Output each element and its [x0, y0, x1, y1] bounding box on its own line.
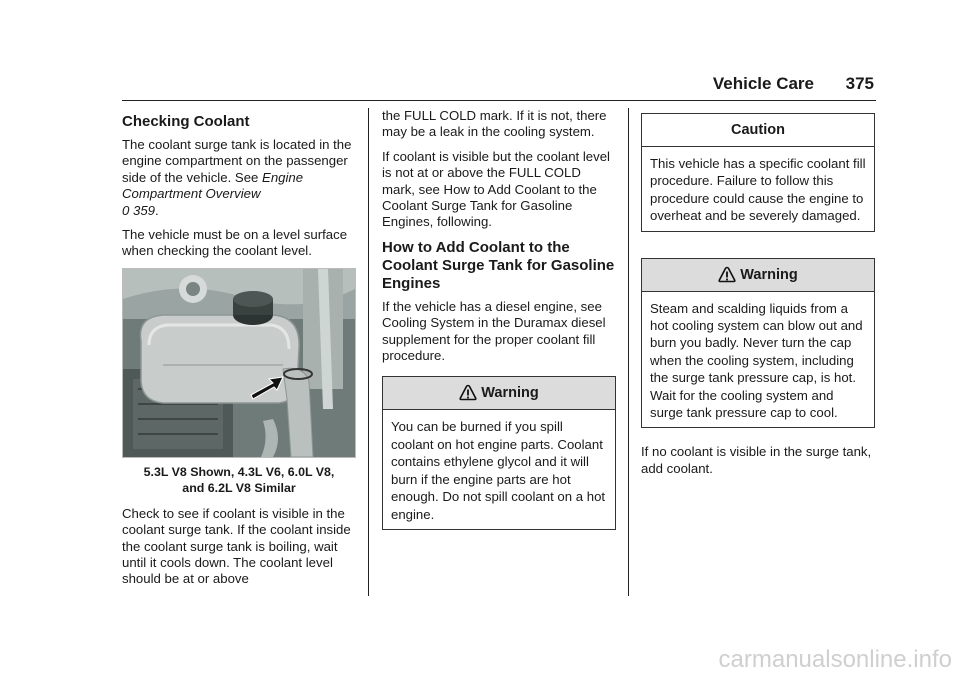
column-2: [382, 108, 616, 538]
warning-body: Steam and scalding liquids from a hot cooling system can blow out and burn you badly. Never turn the cap when the cooling system, including the surge tank pressure cap, is hot. Wait for the cooling system and surge tank pressure cap to cool.: [650, 300, 863, 421]
warning-icon: [459, 384, 477, 402]
cross-reference-link[interactable]: Engine Compartment Overview: [122, 169, 304, 202]
paragraph: If coolant is visible but the coolant level is not at or above the FULL COLD mark, see How to Add Coolant to the Coolant Surge Tank for Gasoline Engines, following.: [382, 148, 610, 230]
figure-caption: 5.3L V8 Shown, 4.3L V6, 6.0L V8, and 6.2L V8 Similar: [143, 464, 335, 495]
page-number: 375: [845, 74, 874, 93]
paragraph: If no coolant is visible in the surge tank, add coolant.: [641, 444, 872, 476]
page-reference[interactable]: 0 359: [122, 202, 156, 218]
warning-box: [641, 258, 875, 429]
section-heading: Checking Coolant: [122, 113, 250, 130]
caution-body: This vehicle has a specific coolant fill procedure. Failure to follow this procedure could cause the engine to overheat and be severely damaged.: [650, 156, 866, 224]
column-divider: [368, 108, 369, 596]
section-title: Vehicle Care: [712, 74, 814, 93]
column-divider: [628, 108, 629, 596]
section-heading: How to Add Coolant to the Coolant Surge Tank for Gasoline Engines: [382, 238, 615, 292]
warning-header: [642, 259, 874, 292]
warning-title: Warning: [740, 266, 798, 283]
column-3: [641, 113, 875, 485]
warning-body: You can be burned if you spill coolant on hot engine parts. Coolant contains ethylene glycol and it will burn if the engine parts are hot enough. Do not spill coolant on a hot engine.: [391, 419, 606, 522]
column-1: [122, 108, 356, 596]
coolant-surge-tank-photo: [122, 268, 356, 458]
warning-icon: [718, 266, 736, 284]
watermark: carmanualsonline.info: [718, 646, 952, 673]
paragraph: The vehicle must be on a level surface when checking the coolant level.: [122, 227, 348, 259]
caution-header: [642, 114, 874, 147]
paragraph-text: The coolant surge tank is located in the engine compartment on the passenger side of the vehicle. See: [122, 137, 352, 185]
paragraph: the FULL COLD mark. If it is not, there may be a leak in the cooling system.: [382, 108, 607, 140]
warning-header: [383, 377, 615, 410]
engine-bay-illustration: [123, 269, 355, 457]
warning-box: [382, 376, 616, 529]
paragraph: If the vehicle has a diesel engine, see Cooling System in the Duramax diesel supplement for the proper coolant fill procedure.: [382, 298, 606, 364]
warning-title: Warning: [481, 385, 539, 402]
paragraph: Check to see if coolant is visible in the coolant surge tank. If the coolant inside the coolant surge tank is boiling, wait until it cools down. The coolant level should be at or above: [122, 505, 351, 587]
paragraph: The coolant surge tank is located in the engine compartment on the passenger side of the vehicle. See Engine Compartment Overview 0 359.: [122, 137, 352, 218]
caution-box: [641, 113, 875, 232]
caution-title: Caution: [731, 122, 785, 138]
page-header: [122, 70, 876, 101]
